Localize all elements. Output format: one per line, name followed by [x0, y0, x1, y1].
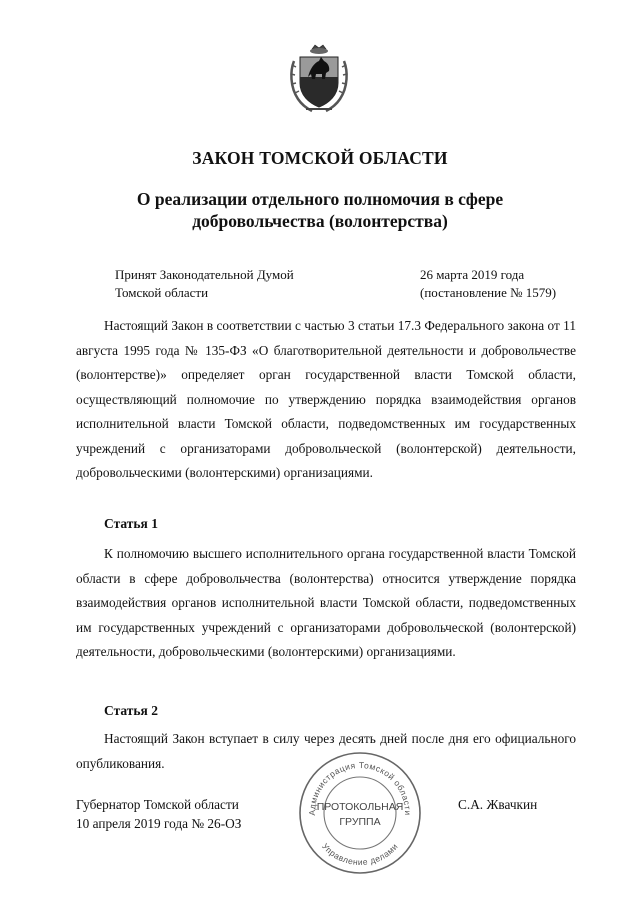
law-title: ЗАКОН ТОМСКОЙ ОБЛАСТИ	[192, 148, 448, 168]
protocol-stamp-icon	[297, 750, 423, 876]
adoption-date	[420, 266, 556, 302]
adopted-by-line: Томской области	[115, 285, 209, 300]
article-1-heading: Статья 1	[104, 516, 158, 531]
law-date-number: 10 апреля 2019 года № 26-ОЗ	[76, 816, 242, 831]
stamp-outer-bottom: Управление делами	[320, 841, 400, 868]
stamp-outer-top: Администрация Томской области	[306, 759, 414, 816]
resolution-number: (постановление № 1579)	[420, 285, 557, 300]
governor-title: Губернатор Томской области	[76, 797, 239, 812]
law-subject	[0, 188, 640, 232]
law-subject-line: добровольчества (волонтерства)	[192, 211, 448, 231]
adoption-date-line: 26 марта 2019 года	[420, 267, 525, 282]
adopted-by-line: Принят Законодательной Думой	[115, 267, 294, 282]
governor-name: С.А. Жвачкин	[458, 797, 538, 812]
stamp-center-line2: ГРУППА	[339, 816, 381, 828]
adopted-by	[115, 266, 294, 302]
coat-of-arms-icon	[286, 43, 352, 115]
article-1-text: К полномочию высшего исполнительного органа государственной власти Томской области в сфере добровольчества (волонтерства) относится утверждение порядка взаимодействия органов исполнительной власти Томской области, подведомственных им государственных учреждений с организаторами добровольческой (волонтерской) деятельности, добровольческими (волонтерскими) организациями.	[76, 546, 576, 659]
signature-block	[76, 795, 241, 833]
article-1-paragraph	[76, 542, 576, 665]
article-2-heading: Статья 2	[104, 703, 158, 718]
article-2-text: Настоящий Закон вступает в силу через десять дней после дня его официального опубликования.	[76, 731, 576, 771]
stamp-center-line1: ПРОТОКОЛЬНАЯ	[316, 801, 404, 813]
intro-paragraph	[76, 314, 576, 486]
intro-text: Настоящий Закон в соответствии с частью 3 статьи 17.3 Федерального закона от 11 августа 1995 года № 135-ФЗ «О благотворительной деятельности и добровольчестве (волонтерстве)» определяет орган государственной власти Томской области, осуществляющий полномочие по утверждению порядка взаимодействия органов исполнительной власти Томской области, подведомственных им государственных учреждений с организаторами добровольческой (волонтерской) деятельности, добровольческими (волонтерскими) организациями.	[76, 318, 576, 480]
law-subject-line: О реализации отдельного полномочия в сфере	[136, 189, 504, 209]
